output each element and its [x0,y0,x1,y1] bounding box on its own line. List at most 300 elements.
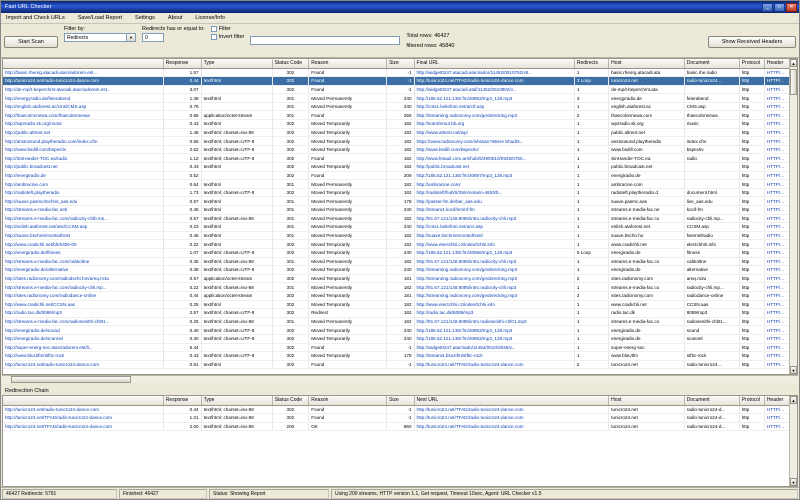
cell-reason: Found [309,77,387,86]
cell-url: http://anstoosund.playtheradio.com/index.cfm [3,137,163,146]
menu-item-about[interactable]: About [167,15,183,21]
chain-cell-size: -1 [387,405,414,414]
table-row[interactable] [3,68,797,77]
table-row[interactable] [3,94,797,103]
table-row[interactable] [3,317,797,326]
maximize-button[interactable]: □ [774,3,785,12]
col-host[interactable]: Host [609,59,685,68]
scroll-thumb[interactable] [790,69,797,95]
cell-response: 0.43 [163,163,201,172]
cell-final-url: http://widget0247.atacadi.atacriador/11452/0510752/v5... [414,68,574,77]
cell-size: -1 [387,85,414,94]
table-row[interactable] [3,102,797,111]
table-row[interactable] [3,111,797,120]
cell-protocol: http [739,317,764,326]
cell-host: www.cradichli.net [609,240,685,249]
cell-document [684,128,739,137]
cell-final-url: http://91.67.121/148.8085/intro.radiocity-chli.mp3 [414,214,574,223]
cell-reason: Moved Temporarily [309,145,387,154]
cell-size: -1 [387,343,414,352]
cell-protocol: http [739,274,764,283]
cell-document [684,180,739,189]
cell-status-code: 301 [272,111,309,120]
table-row[interactable] [3,137,797,146]
chain-cell-url: http://tunicro24.net/TFAD/radio-tunicro24-dance.com [3,422,163,431]
cell-type: text/html; charset=iso-88 [201,128,272,137]
cell-status-code: 301 [272,257,309,266]
col-url[interactable] [3,59,163,68]
cell-reason: Found [309,360,387,369]
cell-host: streams.e-media-fac.co [609,214,685,223]
cell-status-code: 301 [272,283,309,292]
invert-filter-checkbox-row[interactable] [211,34,245,40]
cell-response: 0.65 [163,137,201,146]
cell-redirects: 1 [574,188,608,197]
col-size[interactable]: Size [387,59,414,68]
cell-host: energiradio.de [609,326,685,335]
filter-by-label: Filter by: [64,26,86,32]
cell-host: ambracine.com [609,180,685,189]
cell-status-code: 302 [272,352,309,361]
col-protocol[interactable]: Protocol [739,59,764,68]
cell-url: http://ambracine.com [3,180,163,189]
cell-response: 1.38 [163,94,201,103]
table-row[interactable] [3,214,797,223]
chain-col-host[interactable]: Host [609,396,685,405]
table-row[interactable] [3,257,797,266]
cell-status-code: 301 [272,206,309,215]
cell-header: HTTP/... [764,223,796,232]
cell-status-code: 302 [272,274,309,283]
table-row[interactable] [3,231,797,240]
cell-response: 0.44 [163,291,201,300]
url-filter-checkbox[interactable] [211,26,217,32]
cell-protocol: http [739,154,764,163]
table-row[interactable] [3,248,797,257]
cell-host: public.altrent.net [609,128,685,137]
cell-reason: Moved Temporarily [309,248,387,257]
redirects-threshold-label: Redirects has or equal to: [142,26,205,32]
cell-type: text/html [201,163,272,172]
cell-status-code: 302 [272,309,309,318]
cell-redirects: 1 [574,154,608,163]
cell-header: HTTP/... [764,352,796,361]
table-row[interactable] [3,334,797,343]
cell-url: http://energiradio.de/alternative [3,266,163,275]
chain-row[interactable] [3,414,797,423]
chain-cell-document: radio-tunicro24-d... [684,405,739,414]
cell-status-code: 302 [272,291,309,300]
cell-status-code: 302 [272,163,309,172]
cell-protocol: http [739,111,764,120]
cell-protocol: http [739,171,764,180]
chain-vertical-scrollbar[interactable] [789,396,797,486]
results-vertical-scrollbar[interactable] [789,59,797,374]
table-row[interactable] [3,120,797,129]
start-scan-group [4,26,58,55]
cell-type: application/octet-stream [201,111,272,120]
cell-type: text/html [201,77,272,86]
cell-final-url: http://streaming.radionomy.com/geobrecking.mp3 [414,291,574,300]
cell-reason: Moved Temporarily [309,120,387,129]
cell-response: 0.40 [163,326,201,335]
cell-protocol: http [739,283,764,292]
cell-host: sites.radionomy.com [609,291,685,300]
cell-redirects: 3 [574,94,608,103]
menu-item-save-load-report[interactable]: Save/Load Report [77,15,123,21]
cell-redirects: 1 [574,102,608,111]
cell-host: energiradio.de [609,334,685,343]
cell-type: text/html [201,120,272,129]
cell-header: HTTP/... [764,77,796,86]
cell-status-code: 302 [272,248,309,257]
chain-cell-url: http://tunicro24.net/TFAD/radio-tunicro24-dance.com [3,414,163,423]
chevron-down-icon[interactable]: ▼ [126,34,135,41]
table-row[interactable] [3,309,797,318]
scroll-up-icon[interactable]: ▲ [791,61,796,66]
cell-status-code: 302 [272,77,309,86]
cell-url: http://tunicro24.net/radio-tunicro24-dance.com [3,360,163,369]
cell-document: live_aas.edu [684,197,739,206]
table-row[interactable] [3,85,797,94]
menu-item-settings[interactable]: Settings [135,15,155,21]
cell-url: http://streams.e-media-fac.com/radiocity-chli.mp... [3,283,163,292]
filter-by-select[interactable] [64,33,136,42]
cell-size: 182 [387,309,414,318]
cell-url: http://streams.e-media-fac.com/radiocity-chlb.ms... [3,214,163,223]
cell-response: 0.44 [163,77,201,86]
cell-response: 1.48 [163,128,201,137]
table-row[interactable] [3,240,797,249]
url-filter-checkbox-row[interactable] [211,26,245,32]
cell-final-url: http://91.67.121/148.8085/intro.radiocity-chli.mp3 [414,257,574,266]
chain-col-size[interactable]: Size [387,396,414,405]
results-horizontal-scrollbar[interactable] [2,375,798,383]
cell-redirects: 2 [574,274,608,283]
table-row[interactable] [3,326,797,335]
cell-size: 182 [387,300,414,309]
chain-scroll-up-icon[interactable]: ▲ [791,398,796,403]
cell-header: HTTP/... [764,334,796,343]
table-row[interactable] [3,291,797,300]
cell-reason: Moved Temporarily [309,291,387,300]
url-filter-input[interactable] [250,36,400,45]
chain-cell-protocol: http [739,414,764,423]
cell-redirects: 2 [574,111,608,120]
table-row[interactable] [3,223,797,232]
cell-reason: Moved Temporarily [309,163,387,172]
cell-type [201,102,272,111]
table-row[interactable] [3,77,797,86]
cell-status-code: 302 [272,266,309,275]
chain-cell-reason: OK [309,422,387,431]
cell-reason: Redirect [309,309,387,318]
col-response[interactable]: Response [163,59,201,68]
chain-col-status-code[interactable]: Status Code [272,396,309,405]
cell-host: suave.pasmc.aas [609,197,685,206]
cell-redirects: 1 [574,352,608,361]
cell-protocol: http [739,248,764,257]
chain-cell-header: HTTP/... [764,405,796,414]
cell-document: radiocity-chli.mp... [684,214,739,223]
cell-status-code: 302 [272,128,309,137]
cell-header: HTTP/... [764,68,796,77]
cell-document: stftic-rock [684,352,739,361]
cell-final-url: http://91.67.121/148.8085/intro.radiocity-chli.mp3 [414,283,574,292]
cell-protocol: http [739,257,764,266]
redirects-threshold-input[interactable]: 0 [142,33,164,42]
cell-status-code: 302 [272,171,309,180]
cell-header: HTTP/... [764,128,796,137]
chain-col-document[interactable]: Document [684,396,739,405]
chain-cell-next-url: http://tunicro24.net/TFAD/radio-tunicro24-dance.com [414,405,609,414]
cell-redirects: 1 [574,163,608,172]
cell-response: 0.51 [163,360,201,369]
chain-col-header[interactable]: Header [764,396,796,405]
cell-final-url: https://www.radionomy.com/ishssan?istiers Shadt3... [414,137,574,146]
cell-header: HTTP/... [764,145,796,154]
table-row[interactable] [3,128,797,137]
cell-reason: Found [309,343,387,352]
cell-header: HTTP/... [764,240,796,249]
cell-header: HTTP/... [764,137,796,146]
cell-type: text/html; charset=UTF-8 [201,326,272,335]
cell-response: 3.07 [163,85,201,94]
col-reason[interactable]: Reason [309,59,387,68]
cell-document: music [684,120,739,129]
col-redirects[interactable]: Redirects [574,59,608,68]
col-header[interactable]: Header [764,59,796,68]
chain-cell-size: -1 [387,414,414,423]
chain-cell-type: text/html; charset=iso-88 [201,414,272,423]
chain-col-reason[interactable]: Reason [309,396,387,405]
cell-protocol: http [739,300,764,309]
cell-reason: Moved Permanently [309,206,387,215]
hscroll-thumb[interactable] [11,376,131,383]
cell-header: HTTP/... [764,102,796,111]
cell-size: 182 [387,317,414,326]
cell-reason: Moved Permanently [309,257,387,266]
cell-size: -1 [387,77,414,86]
chain-col-url[interactable] [3,396,163,405]
cell-header: HTTP/... [764,266,796,275]
cell-url: http://tunicro24.net/radio-tunicro24-dance.com [3,77,163,86]
cell-final-url: http://streaming.radionomy.com/geobrecking.mp3 [414,274,574,283]
chain-cell-reason: Found [309,405,387,414]
table-row[interactable] [3,180,797,189]
cell-type: text/html [201,231,272,240]
cell-size: 181 [387,291,414,300]
chain-row[interactable] [3,405,797,414]
table-row[interactable] [3,154,797,163]
invert-filter-label: Invert filter [218,34,245,40]
chain-cell-host: tunicro24.net [609,405,685,414]
cell-response: 0.76 [163,102,201,111]
cell-header: HTTP/... [764,283,796,292]
table-row[interactable] [3,188,797,197]
chain-col-response[interactable]: Response [163,396,201,405]
cell-url: http://sites.radionomy.com/radiodance-online [3,291,163,300]
cell-host: anstoosund.playtheradio [609,137,685,146]
cell-size: 182 [387,257,414,266]
close-button[interactable]: ✕ [786,3,797,12]
invert-filter-checkbox[interactable] [211,34,217,40]
cell-url: http://energiradio.de/scannel [3,334,163,343]
cell-type: application/octet-stream [201,291,272,300]
cell-size: -1 [387,68,414,77]
table-row[interactable] [3,274,797,283]
col-document[interactable]: Document [684,59,739,68]
cell-header: HTTP/... [764,309,796,318]
cell-protocol: http [739,214,764,223]
chain-col-type[interactable]: Type [201,396,272,405]
cell-status-code: 302 [272,334,309,343]
cell-reason: Found [309,111,387,120]
cell-reason: Moved Temporarily [309,137,387,146]
chain-cell-response: 0.44 [163,405,201,414]
cell-url: http://streams.e-media-fac.net/ [3,206,163,215]
cell-redirects: 1 [574,214,608,223]
cell-final-url: http://widget0247.atacadi.ataf/11452/0510902/v... [414,85,574,94]
cell-status-code: 301 [272,214,309,223]
cell-document: bspectiv [684,145,739,154]
cell-response: 1.57 [163,68,201,77]
cell-size: 182 [387,137,414,146]
cell-type: text/html [201,206,272,215]
menu-item-import-check-urls[interactable]: Import and Check URLs [6,15,65,21]
cell-final-url: http://185.52.121.135/:fm/30897/mp3_128.mp3 [414,171,574,180]
chain-cell-url: http://tunicro24.net/radio-tunicro24-dance.com [3,405,163,414]
cell-final-url: http://streaming.radionomy.com/geobrecking.mp3 [414,111,574,120]
cell-reason: Found [309,154,387,163]
chain-cell-size: 860 [387,422,414,431]
menu-item-license-info[interactable]: License/Info [195,15,225,21]
col-status-code[interactable]: Status Code [272,59,309,68]
cell-reason: Moved Temporarily [309,188,387,197]
col-final-url[interactable]: Final URL [414,59,574,68]
cell-type [201,343,272,352]
cell-host: www.bluUtfm [609,352,685,361]
table-row[interactable] [3,266,797,275]
show-received-headers-button[interactable]: Show Received Headers [708,36,796,48]
cell-header: HTTP/... [764,274,796,283]
cell-protocol: http [739,223,764,232]
cell-document: radiocity-chli.mp... [684,283,739,292]
chain-col-protocol[interactable]: Protocol [739,396,764,405]
cell-type: text/html; charset=UTF-8 [201,248,272,257]
cell-header: HTTP/... [764,326,796,335]
chain-cell-header: HTTP/... [764,422,796,431]
cell-protocol: http [739,120,764,129]
table-row[interactable] [3,171,797,180]
cell-document: document.html [684,188,739,197]
cell-host: radioteft.playtheradio.d [609,188,685,197]
cell-size: 182 [387,188,414,197]
cell-url: http://sites.radionomy.com/radiodscht.hm/areq.m3u [3,274,163,283]
chain-col-next-url[interactable]: Next URL [414,396,609,405]
cell-url: http://enlish.ataforest.net/ass/CCSM.asp [3,223,163,232]
table-row[interactable] [3,300,797,309]
cell-size: 240 [387,223,414,232]
cell-size: 182 [387,145,414,154]
cell-url: http://super-energ-soc.atacriadorem.est/li... [3,343,163,352]
cell-header: HTTP/... [764,197,796,206]
table-row[interactable] [3,145,797,154]
minimize-button[interactable]: _ [762,3,773,12]
cell-final-url: http://public.broadcast.net [414,163,574,172]
table-row[interactable] [3,352,797,361]
cell-final-url: http://radioteft/hub/5/39/n/ontarin-4653/b... [414,188,574,197]
cell-final-url: http://streaming.radionomy.com/geobrecking.mp3 [414,266,574,275]
cell-status-code: 301 [272,317,309,326]
chain-cell-host: tunicro24.net [609,422,685,431]
table-row[interactable] [3,163,797,172]
cell-size: 182 [387,231,414,240]
redirection-chain-pane [1,387,799,487]
results-header-row [3,59,797,68]
table-row[interactable] [3,283,797,292]
cell-final-url: http://radio.tac.dk/8089/mp3 [414,309,574,318]
col-type[interactable]: Type [201,59,272,68]
cell-protocol: http [739,94,764,103]
cell-redirects: 2 Loop [574,77,608,86]
scroll-down-icon[interactable]: ▼ [791,368,796,373]
window-title: Fast URL Checker [5,4,52,10]
cell-size: 182 [387,120,414,129]
toolbar [1,24,799,58]
chain-scroll-down-icon[interactable]: ▼ [791,480,796,485]
cell-redirects: 1 [574,317,608,326]
cell-final-url: http://widget0247.atacriado/11452/0510/3045/v... [414,343,574,352]
cell-status-code: 302 [272,137,309,146]
cell-type: text/html [201,197,272,206]
cell-final-url: http://185.52.121.135/:fm/30863/mp3_128.mp3 [414,334,574,343]
table-row[interactable] [3,360,797,369]
cell-document: alternative [684,266,739,275]
cell-size: 182 [387,240,414,249]
cell-header: HTTP/... [764,291,796,300]
cell-header: HTTP/... [764,231,796,240]
cell-url: http://energiradio.de/fitness [3,248,163,257]
url-filter-group [211,26,245,55]
filtered-rows-label: filtered rows: [406,42,438,49]
cell-final-url: http://185.52.121.135/:fm/30866/mp3_128.mp3 [414,248,574,257]
chain-body [3,405,797,431]
cell-type: text/html; charset=iso-88 [201,257,272,266]
table-row[interactable] [3,206,797,215]
cell-url: http://radioteft.playtheradio [3,188,163,197]
cell-protocol: http [739,163,764,172]
cell-response: 0.46 [163,231,201,240]
cell-type [201,171,272,180]
cell-document: fwemntlradio [684,231,739,240]
cell-size: 266 [387,111,414,120]
cell-final-url: http://91.67.121/148.8085/intro.radiosenithi-chl01.mp3 [414,317,574,326]
cell-response: 2.62 [163,145,201,154]
cell-document: scannel [684,334,739,343]
chain-row[interactable] [3,422,797,431]
cell-url: http://www.bsdill.com/bspectiv [3,145,163,154]
cell-response: 1.12 [163,154,201,163]
cell-response: 0.30 [163,334,201,343]
cell-reason: Moved Temporarily [309,128,387,137]
cell-size: 240 [387,334,414,343]
start-scan-button[interactable]: Start Scan [4,36,58,48]
cell-host: sites.radionomy.com [609,274,685,283]
cell-document: CCSN.aas [684,300,739,309]
table-row[interactable] [3,343,797,352]
table-row[interactable] [3,197,797,206]
